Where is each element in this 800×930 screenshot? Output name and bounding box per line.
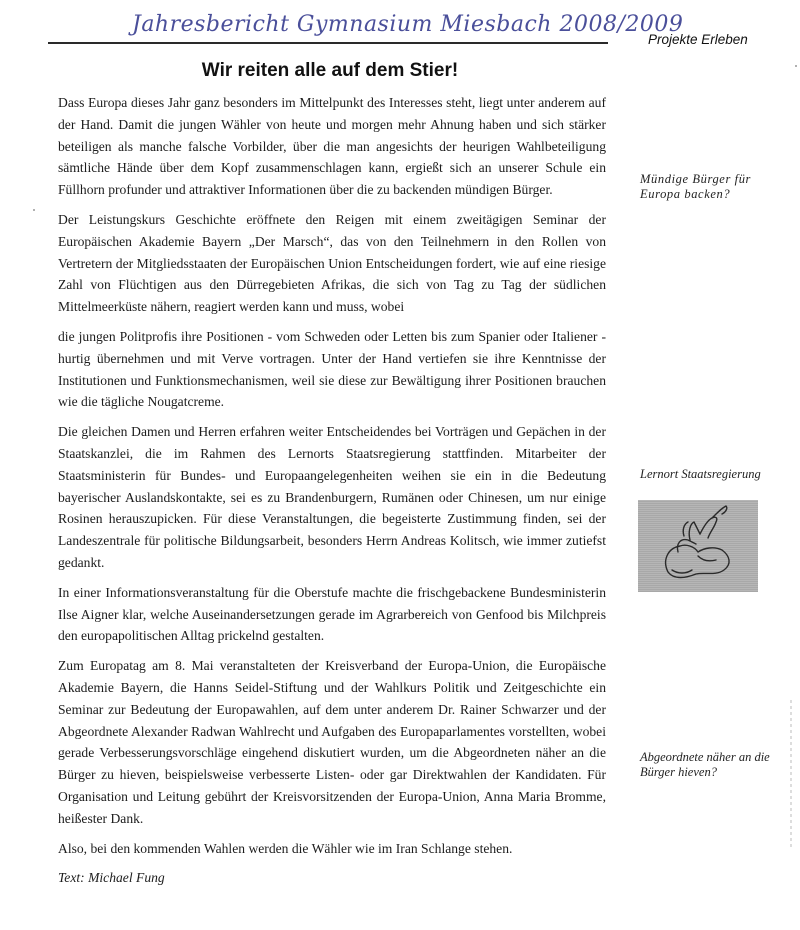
handwritten-header <box>60 6 684 42</box>
scan-edge <box>790 700 792 850</box>
header-rule <box>48 42 608 44</box>
margin-note-lernort: Lernort Staatsregierung <box>640 467 761 481</box>
scan-speck <box>33 209 35 211</box>
paragraph: Dass Europa dieses Jahr ganz besonders im Mittelpunkt des Interesses steht, liegt unter anderem auf der Hand. Damit die jungen Wähler von heute und morgen mehr Ahnung haben und sich stärker beteiligen als manche falsche Vorbilder, über die man angesichts der heurigen Wahlbeteiligung sämtliche Hände über dem Kopf zusammenschlagen kann, ergießt sich an unserer Schule ein Füllhorn profunder und attraktiver Informationen über die zu backenden mündigen Bürger. <box>58 95 606 198</box>
paragraph: Zum Europatag am 8. Mai veranstalteten der Kreisverband der Europa-Union, die Europäische Akademie Bayern, die Hanns Seidel-Stiftung und der Wahlkurs Politik und Zeitgeschichte ein Seminar zur Bedeutung der Europawahlen, auf dem unter anderem Dr. Rainer Schwarzer und der Abgeordnete Alexander Radwan Wahlrecht und Aufgaben des Europaparlamentes vorstellten, wobei gerade Verbesserungsvorschläge eingehend diskutiert wurden, um die Abgeordneten näher an die Bürger zu hieven, beispielsweise verbesserte Listen- oder gar Direktwahlen der Kandidaten. Für Organisation und Leitung gebührt der Kreisvorsitzenden der Europa-Union, Anna Maria Bromme, heißester Dank. <box>58 658 606 826</box>
article-title: Wir reiten alle auf dem Stier! <box>201 60 459 81</box>
margin-note-abgeordnete: Abgeordnete näher an die Bürger hieven? <box>640 750 770 779</box>
handwritten-note: Jahresbericht Gymnasium Miesbach 2008/2009 <box>132 12 684 37</box>
scan-speck <box>795 65 797 67</box>
sculpture-image <box>638 500 758 592</box>
paragraph: Die gleichen Damen und Herren erfahren weiter Entscheidendes bei Vorträgen und Gepächen in der Staatskanzlei, die im Rahmen des Lernorts Staatsregierung stattfinden. Mitarbeiter der Staatsministerin für Bundes- und Europaangelegenheiten weihen sie ein in die Bedeutung bayerischer Auslandskontakte, sei es zu Brandenburgern, Rumänen oder Chinesen, um nur einige Rosinen herauszupicken. Für diese Veranstaltungen, die begeisterte Zustimmung finden, sei der Landeszentrale für politische Bildungsarbeit, besonders Herrn Andreas Kolitsch, wie immer zutiefst gedankt. <box>58 424 606 570</box>
paragraph: die jungen Politprofis ihre Positionen - vom Schweden oder Letten bis zum Spanier oder Italiener - hurtig übernehmen und mit Verve vortragen. Unter der Hand vertiefen sie ihre Kenntnisse der Institutionen und Funktionsmechanismen, weil sie diese zur Bewältigung ihrer Positionen brauchen wie die tägliche Nougatcreme. <box>58 328 606 410</box>
article-body <box>58 92 606 897</box>
paragraph: Der Leistungskurs Geschichte eröffnete den Reigen mit einem zweitägigen Seminar der Europäischen Akademie Bayern „Der Marsch“, das von den Teilnehmern in den Rollen von Vertretern der Mitgliedsstaaten der Europäischen Union Entscheidungen fordert, wie auf eine riesige Zahl von Flüchtigen aus den Dürregebieten Afrikas, die sich von Tag zu Tag der südlichen Mittelmeerküste nähern, reagiert werden kann und muss, wobei <box>58 211 606 315</box>
section-label: Projekte Erleben <box>648 32 748 47</box>
margin-note-buerger: Mündige Bürger für Europa backen? <box>640 172 752 201</box>
paragraph: In einer Informationsveranstaltung für die Oberstufe machte die frischgebackene Bundesministerin Ilse Aigner klar, welche Auseinandersetzungen gerade im Agrarbereich von Genfood bis Milchpreis den europapolitischen Alltag prickelnd gestalten. <box>58 584 606 644</box>
byline: Text: Michael Fung <box>58 870 165 886</box>
rider-on-bull-sketch <box>638 500 758 592</box>
paragraph: Also, bei den kommenden Wahlen werden die Wähler wie im Iran Schlange stehen. <box>58 840 513 856</box>
